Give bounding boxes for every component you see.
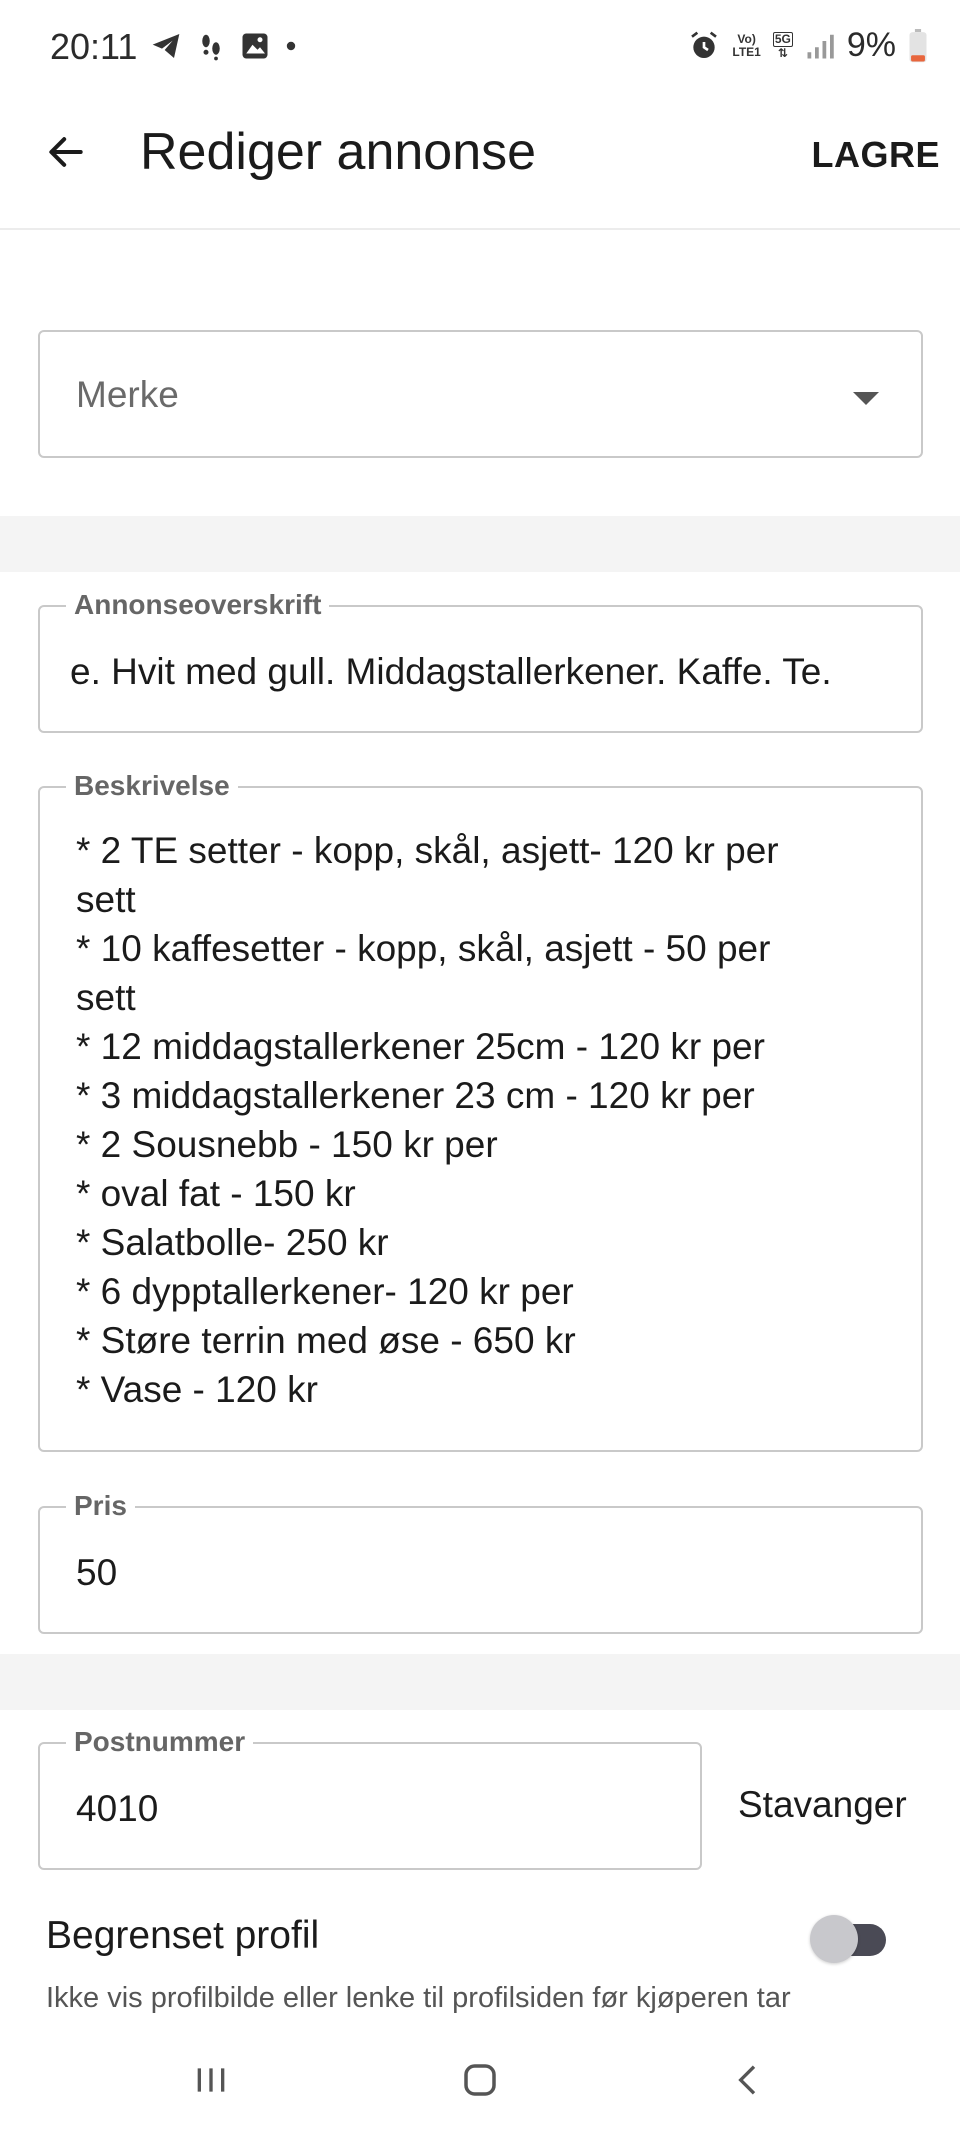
- alarm-icon: [688, 30, 720, 62]
- data-arrows-icon: ⇅: [777, 45, 788, 60]
- ad-title-clip: [70, 607, 891, 731]
- network-type-label: 5G: [774, 31, 791, 46]
- description-line: * 6 dypptallerkener- 120 kr per: [76, 1271, 574, 1312]
- recents-icon: [191, 2060, 231, 2100]
- price-input[interactable]: 50: [76, 1552, 118, 1593]
- brand-placeholder: Merke: [76, 374, 179, 415]
- description-line: * 10 kaffesetter - kopp, skål, asjett - 50 per: [76, 928, 771, 969]
- volte-label: Vo): [737, 31, 756, 46]
- description-line: * 2 Sousnebb - 150 kr per: [76, 1124, 498, 1165]
- home-button[interactable]: [445, 2050, 515, 2110]
- battery-icon: [908, 29, 928, 63]
- price-label: Pris: [66, 1490, 135, 1522]
- status-bar: [0, 0, 960, 100]
- dot-icon: [284, 39, 298, 53]
- 5g-indicator: [773, 32, 793, 60]
- footsteps-icon: [196, 30, 226, 62]
- recent-apps-button[interactable]: [176, 2050, 246, 2110]
- description-textarea[interactable]: [76, 826, 881, 1414]
- description-line: sett: [76, 879, 136, 920]
- app-bar: [0, 100, 960, 230]
- brand-dropdown[interactable]: [38, 330, 923, 458]
- description-line: * Salatbolle- 250 kr: [76, 1222, 389, 1263]
- restricted-profile-description: Ikke vis profilbilde eller lenke til profilsiden før kjøperen tar: [46, 1982, 791, 2014]
- description-line: * Vase - 120 kr: [76, 1369, 318, 1410]
- description-label: Beskrivelse: [66, 770, 238, 802]
- section-divider: [0, 1654, 960, 1710]
- description-line: sett: [76, 977, 136, 1018]
- ad-title-label: Annonseoverskrift: [66, 589, 329, 621]
- notification-icons: [150, 30, 298, 62]
- page-title: Rediger annonse: [140, 123, 537, 181]
- description-field[interactable]: [38, 770, 923, 1452]
- battery-percent: 9%: [846, 26, 896, 64]
- description-line: * Støre terrin med øse - 650 kr: [76, 1320, 576, 1361]
- telegram-icon: [150, 30, 182, 62]
- status-time: 20:11: [50, 26, 138, 67]
- postcode-input[interactable]: 4010: [76, 1788, 159, 1829]
- postcode-field[interactable]: [38, 1726, 702, 1870]
- lte-label: LTE1: [732, 44, 761, 59]
- description-line: * 2 TE setter - kopp, skål, asjett- 120 kr per: [76, 830, 779, 871]
- city-label: Stavanger: [738, 1784, 907, 1825]
- home-icon: [459, 2059, 501, 2101]
- gallery-icon: [240, 31, 270, 61]
- description-line: * 12 middagstallerkener 25cm - 120 kr per: [76, 1026, 765, 1067]
- restricted-profile-title: Begrenset profil: [46, 1914, 320, 1957]
- system-icons: [688, 26, 928, 65]
- postcode-label: Postnummer: [66, 1726, 253, 1758]
- back-nav-button[interactable]: [714, 2050, 784, 2110]
- save-button[interactable]: LAGRE: [811, 134, 940, 175]
- description-line: * oval fat - 150 kr: [76, 1173, 356, 1214]
- toggle-thumb[interactable]: [810, 1915, 858, 1963]
- price-field[interactable]: [38, 1490, 923, 1634]
- ad-title-input[interactable]: e. Hvit med gull. Middagstallerkener. Kaffe. Te.: [70, 651, 832, 692]
- caret-down-icon: [853, 392, 879, 405]
- section-divider: [0, 516, 960, 572]
- back-button[interactable]: [38, 124, 94, 180]
- description-line: * 3 middagstallerkener 23 cm - 120 kr per: [76, 1075, 755, 1116]
- ad-title-field[interactable]: [38, 589, 923, 733]
- volte-indicator: [732, 33, 760, 59]
- system-nav-bar: [0, 2030, 960, 2133]
- arrow-left-icon: [44, 130, 88, 174]
- chevron-left-icon: [729, 2060, 769, 2100]
- signal-icon: [805, 31, 835, 61]
